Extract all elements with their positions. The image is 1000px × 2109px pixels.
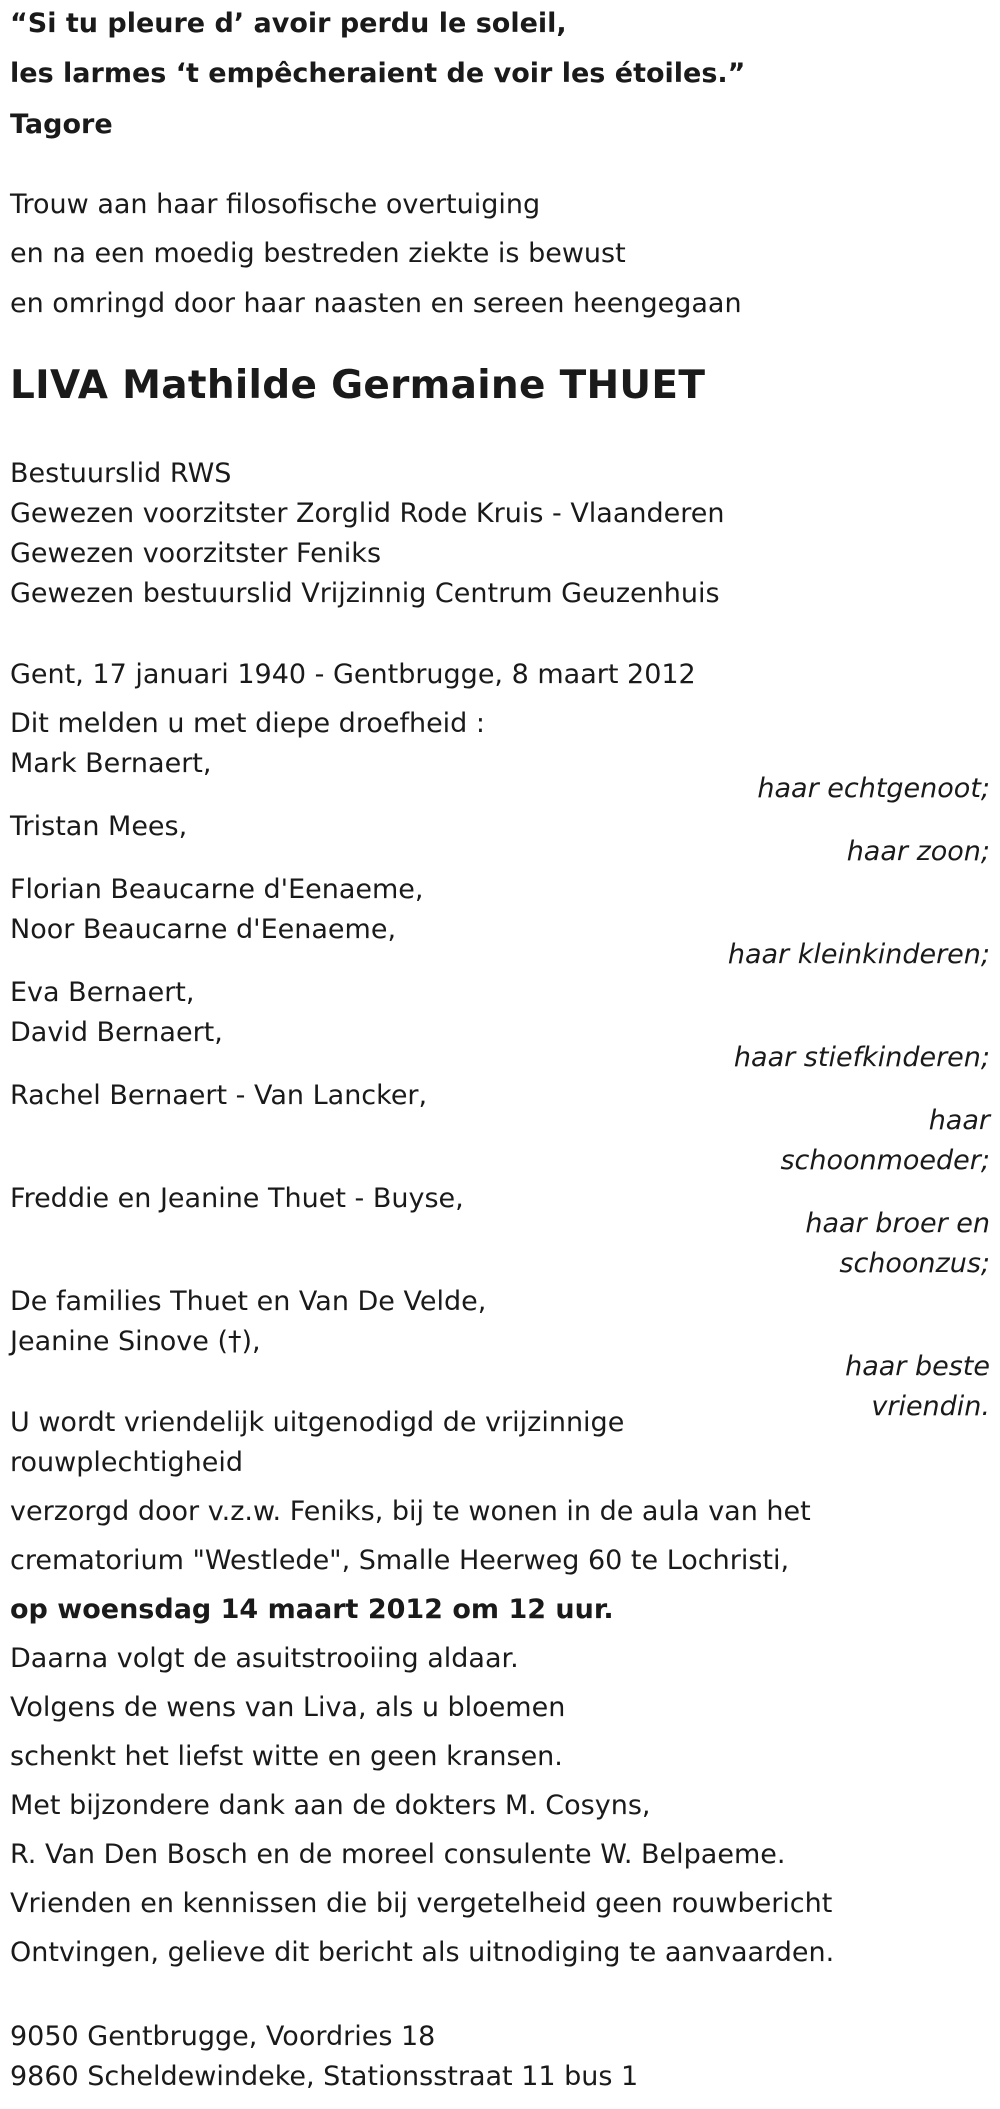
relation-broer-line-2: schoonzus;	[839, 1248, 990, 1279]
relation-zoon: haar zoon;	[846, 836, 990, 867]
ceremony-line-6: Daarna volgt de asuitstrooiing aldaar.	[10, 1643, 519, 1674]
ceremony-line-1: U wordt vriendelijk uitgenodigd de vrijzinnige	[10, 1407, 625, 1438]
relation-schoonmoeder-line-2: schoonmoeder;	[780, 1145, 990, 1176]
intro-line-2: en na een moedig bestreden ziekte is bewust	[10, 238, 626, 269]
ceremony-line-12: Ontvingen, gelieve dit bericht als uitnodiging te aanvaarden.	[10, 1937, 835, 1968]
ceremony-line-4: crematorium "Westlede", Smalle Heerweg 60 te Lochristi,	[10, 1545, 790, 1576]
mourner-tristan: Tristan Mees,	[10, 811, 188, 842]
deceased-name: LIVA Mathilde Germaine THUET	[10, 363, 706, 408]
mourner-freddie: Freddie en Jeanine Thuet - Buyse,	[10, 1183, 464, 1214]
function-line-4: Gewezen bestuurslid Vrijzinnig Centrum Geuzenhuis	[10, 578, 720, 609]
ceremony-date-time: op woensdag 14 maart 2012 om 12 uur.	[10, 1594, 614, 1625]
function-line-1: Bestuurslid RWS	[10, 458, 232, 489]
relation-schoonmoeder-line-1: haar	[928, 1105, 990, 1136]
intro-line-1: Trouw aan haar filosofische overtuiging	[10, 189, 541, 220]
mourner-david: David Bernaert,	[10, 1017, 223, 1048]
address-2: 9860 Scheldewindeke, Stationsstraat 11 bus 1	[10, 2061, 639, 2092]
relation-echtgenoot: haar echtgenoot;	[757, 773, 990, 804]
mourner-florian: Florian Beaucarne d'Eenaeme,	[10, 874, 424, 905]
ceremony-line-2: rouwplechtigheid	[10, 1447, 244, 1478]
ceremony-line-11: Vrienden en kennissen die bij vergetelheid geen rouwbericht	[10, 1888, 833, 1919]
quote-line-2: les larmes ‘t empêcheraient de voir les étoiles.”	[10, 58, 746, 89]
mourner-mark: Mark Bernaert,	[10, 748, 212, 779]
ceremony-line-10: R. Van Den Bosch en de moreel consulente W. Belpaeme.	[10, 1839, 786, 1870]
mourner-jeanine: Jeanine Sinove (†),	[10, 1326, 261, 1357]
mourner-noor: Noor Beaucarne d'Eenaeme,	[10, 914, 397, 945]
relation-broer-line-1: haar broer en	[805, 1208, 990, 1239]
mourner-eva: Eva Bernaert,	[10, 977, 195, 1008]
ceremony-line-3: verzorgd door v.z.w. Feniks, bij te wonen in de aula van het	[10, 1496, 811, 1527]
relation-kleinkinderen: haar kleinkinderen;	[727, 939, 990, 970]
mourner-rachel: Rachel Bernaert - Van Lancker,	[10, 1080, 428, 1111]
mourner-families: De families Thuet en Van De Velde,	[10, 1286, 487, 1317]
quote-line-1: “Si tu pleure d’ avoir perdu le soleil,	[10, 8, 567, 39]
announcement: Dit melden u met diepe droefheid :	[10, 708, 486, 739]
life-dates: Gent, 17 januari 1940 - Gentbrugge, 8 maart 2012	[10, 659, 696, 690]
ceremony-line-7: Volgens de wens van Liva, als u bloemen	[10, 1692, 566, 1723]
function-line-2: Gewezen voorzitster Zorglid Rode Kruis - Vlaanderen	[10, 498, 725, 529]
quote-author: Tagore	[10, 109, 113, 140]
ceremony-line-8: schenkt het liefst witte en geen kransen.	[10, 1741, 563, 1772]
function-line-3: Gewezen voorzitster Feniks	[10, 538, 382, 569]
relation-vriendin-line-2: vriendin.	[871, 1391, 990, 1422]
ceremony-line-9: Met bijzondere dank aan de dokters M. Cosyns,	[10, 1790, 651, 1821]
relation-vriendin-line-1: haar beste	[845, 1351, 990, 1382]
address-1: 9050 Gentbrugge, Voordries 18	[10, 2021, 436, 2052]
relation-stiefkinderen: haar stiefkinderen;	[733, 1042, 990, 1073]
intro-line-3: en omringd door haar naasten en sereen heengegaan	[10, 288, 742, 319]
